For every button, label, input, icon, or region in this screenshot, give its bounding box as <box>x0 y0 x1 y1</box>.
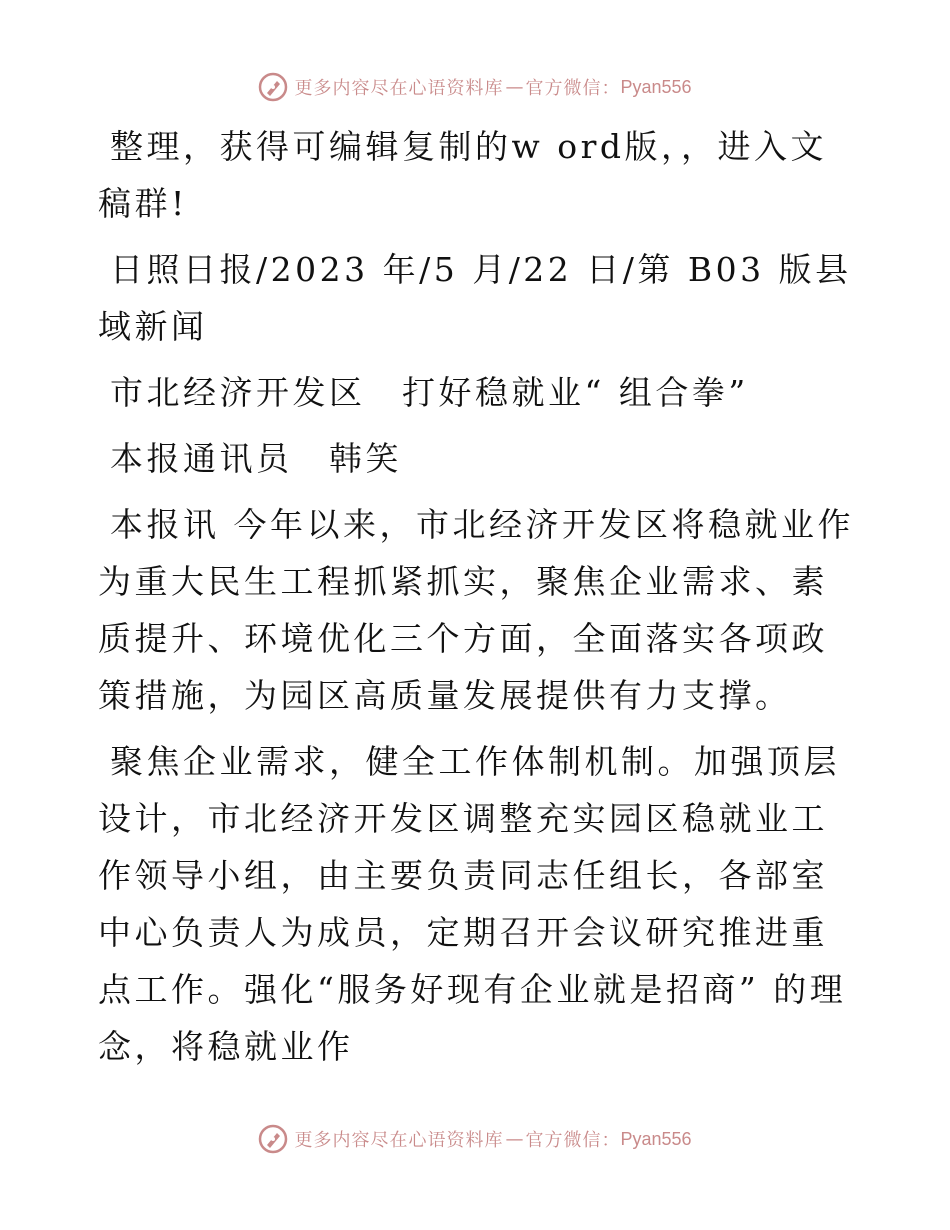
doc-paragraph-notice: 整理，获得可编辑复制的w ord版，，进入文稿群! <box>98 127 828 223</box>
watermark-separator: — <box>505 1128 524 1150</box>
watermark-wechat-id: Pyan556 <box>620 76 692 97</box>
pen-nib-circle-icon <box>258 72 288 102</box>
watermark-brand-text: 更多内容尽在心语资料库 <box>294 78 504 99</box>
watermark-footer <box>0 1124 950 1154</box>
watermark-brand-text: 更多内容尽在心语资料库 <box>294 1130 504 1151</box>
doc-byline: 本报通讯员 韩笑 <box>110 439 402 478</box>
watermark-separator: — <box>505 76 524 98</box>
watermark-wechat-id: Pyan556 <box>620 1128 692 1149</box>
doc-paragraph-source: 日照日报/2023 年/5 月/22 日/第 B03 版县域新闻 <box>98 250 852 346</box>
doc-paragraph-body: 聚焦企业需求，健全工作体制机制。加强顶层设计，市北经济开发区调整充实园区稳就业工作领导小组，由主要负责同志任组长，各部室中心负责人为成员，定期召开会议研究推进重点工作。强化“服务好现有企业就是招商” 的理念，将稳就业作 <box>98 742 847 1066</box>
doc-headline: 市北经济开发区 打好稳就业“ 组合拳” <box>110 373 749 412</box>
watermark-wechat-label: 官方微信： <box>525 1130 621 1151</box>
doc-paragraph-lead: 本报讯 今年以来，市北经济开发区将稳就业作为重大民生工程抓紧抓实，聚焦企业需求、素质提升、环境优化三个方面，全面落实各项政策措施，为园区高质量发展提供有力支撑。 <box>98 505 854 715</box>
pen-nib-circle-icon <box>258 1124 288 1154</box>
watermark-wechat-label: 官方微信： <box>525 78 621 99</box>
document-body <box>98 118 858 1084</box>
watermark-header <box>0 72 950 102</box>
